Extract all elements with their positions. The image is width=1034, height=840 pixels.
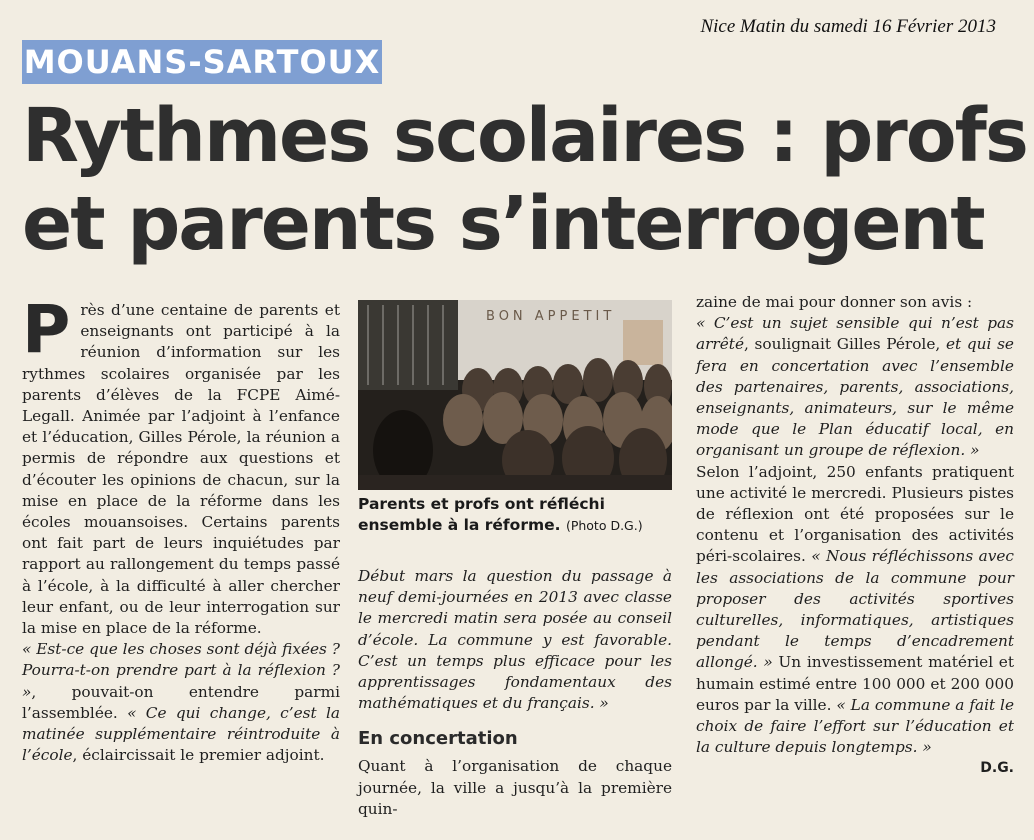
photo-banner-text: BON APPETIT <box>486 309 616 324</box>
concertation-text: Quant à l’organisation de chaque journée, la ville a jusqu’à la première quin- <box>358 757 672 818</box>
quote-concertation: et qui se fera en concertation avec l’ensemble des partenaires, parents, associations, enseignants, animateurs, sur le même mode que le Plan éducatif local, en organisant un groupe de réflexion. » <box>696 335 1014 460</box>
quote-attribution-3: , soulignait Gilles Pérole, <box>744 335 946 354</box>
quote-sensitive: « C’est un sujet sensible qui n’est pas arrêté <box>696 314 1014 354</box>
headline <box>22 92 1027 268</box>
article-column-2 <box>358 566 672 820</box>
subheading: En concertation <box>358 728 518 750</box>
column-3-paragraph-1 <box>696 292 1014 462</box>
author-signature: D.G. <box>980 760 1014 777</box>
quote-change: « Ce qui change, c’est la matinée supplémentaire réintroduite à l’école <box>22 703 340 765</box>
intro-text: rès d’une centaine de parents et enseignants ont participé à la réunion d’information sur les rythmes scolaires organisée par les parents d’élèves de la FCPE Aimé-Legall. Animée par l’adjoint à l’enfance et l’éducation, Gilles Pérole, la réunion a permis de répondre aux questions et d’écouter les opinions de chacun, sur la mise en place de la réforme dans les écoles mouansoises. Certains parents ont fait part de leurs inquiétudes par rapport au rallongement du temps passé à l’école, à la difficulté à aller chercher leur enfant, ou de leur interrogation sur la mise en place de la réforme. <box>22 301 340 638</box>
photo-caption <box>358 494 678 536</box>
continuation-text: zaine de mai pour donner son avis : <box>696 293 973 311</box>
quote-question: « Est-ce que les choses sont déjà fixées ? Pourra-t-on prendre part à la réflexion ? » <box>22 640 340 701</box>
quote-attribution-2: , éclaircissait le premier adjoint. <box>72 746 325 765</box>
photo-credit: (Photo D.G.) <box>565 518 643 533</box>
quote-continuation: Début mars la question du passage à neuf demi-journées en 2013 avec classe le mercredi matin sera posée au conseil d’école. La commune y est favorable. C’est un temps plus efficace pour les apprentissages fondamentaux des mathématiques et du français. » <box>358 567 672 713</box>
column-3-paragraph-2 <box>696 462 1014 780</box>
activities-text: Selon l’adjoint, 250 enfants pratiquent une activité le mercredi. Plusieurs pistes de réflexion ont été proposées sur le contenu et l’organisation des activités péri-scolaires. <box>696 462 1014 566</box>
article-column-3 <box>696 292 1014 780</box>
quote-effort: « La commune a fait le choix de faire l’effort sur l’éducation et la culture depuis longtemps. » <box>696 695 1014 757</box>
quote-attribution: , pouvait-on entendre parmi l’assemblée. <box>22 682 340 722</box>
meeting-photo <box>358 300 672 490</box>
headline-line-2: et parents s’interrogent <box>22 181 984 267</box>
caption-text: Parents et profs ont réfléchi ensemble à la réforme. <box>358 495 605 534</box>
drop-cap: P <box>22 291 71 368</box>
section-kicker: MOUANS-SARTOUX <box>22 40 382 84</box>
investment-text: Un investissement matériel et humain estimé entre 100 000 et 200 000 euros par la ville. <box>696 653 1014 714</box>
source-line: Nice Matin du samedi 16 Février 2013 <box>700 16 996 37</box>
quote-paragraph <box>22 639 340 766</box>
headline-line-1: Rythmes scolaires : profs <box>22 93 1027 179</box>
meeting-photo-image <box>358 300 672 490</box>
quote-associations: « Nous réfléchissons avec les associations de la commune pour proposer des activités sportives culturelles, informatiques, artistiques pendant le temps d’encadrement allongé. » <box>696 547 1014 672</box>
article-column-1 <box>22 291 340 766</box>
intro-paragraph <box>22 291 340 639</box>
